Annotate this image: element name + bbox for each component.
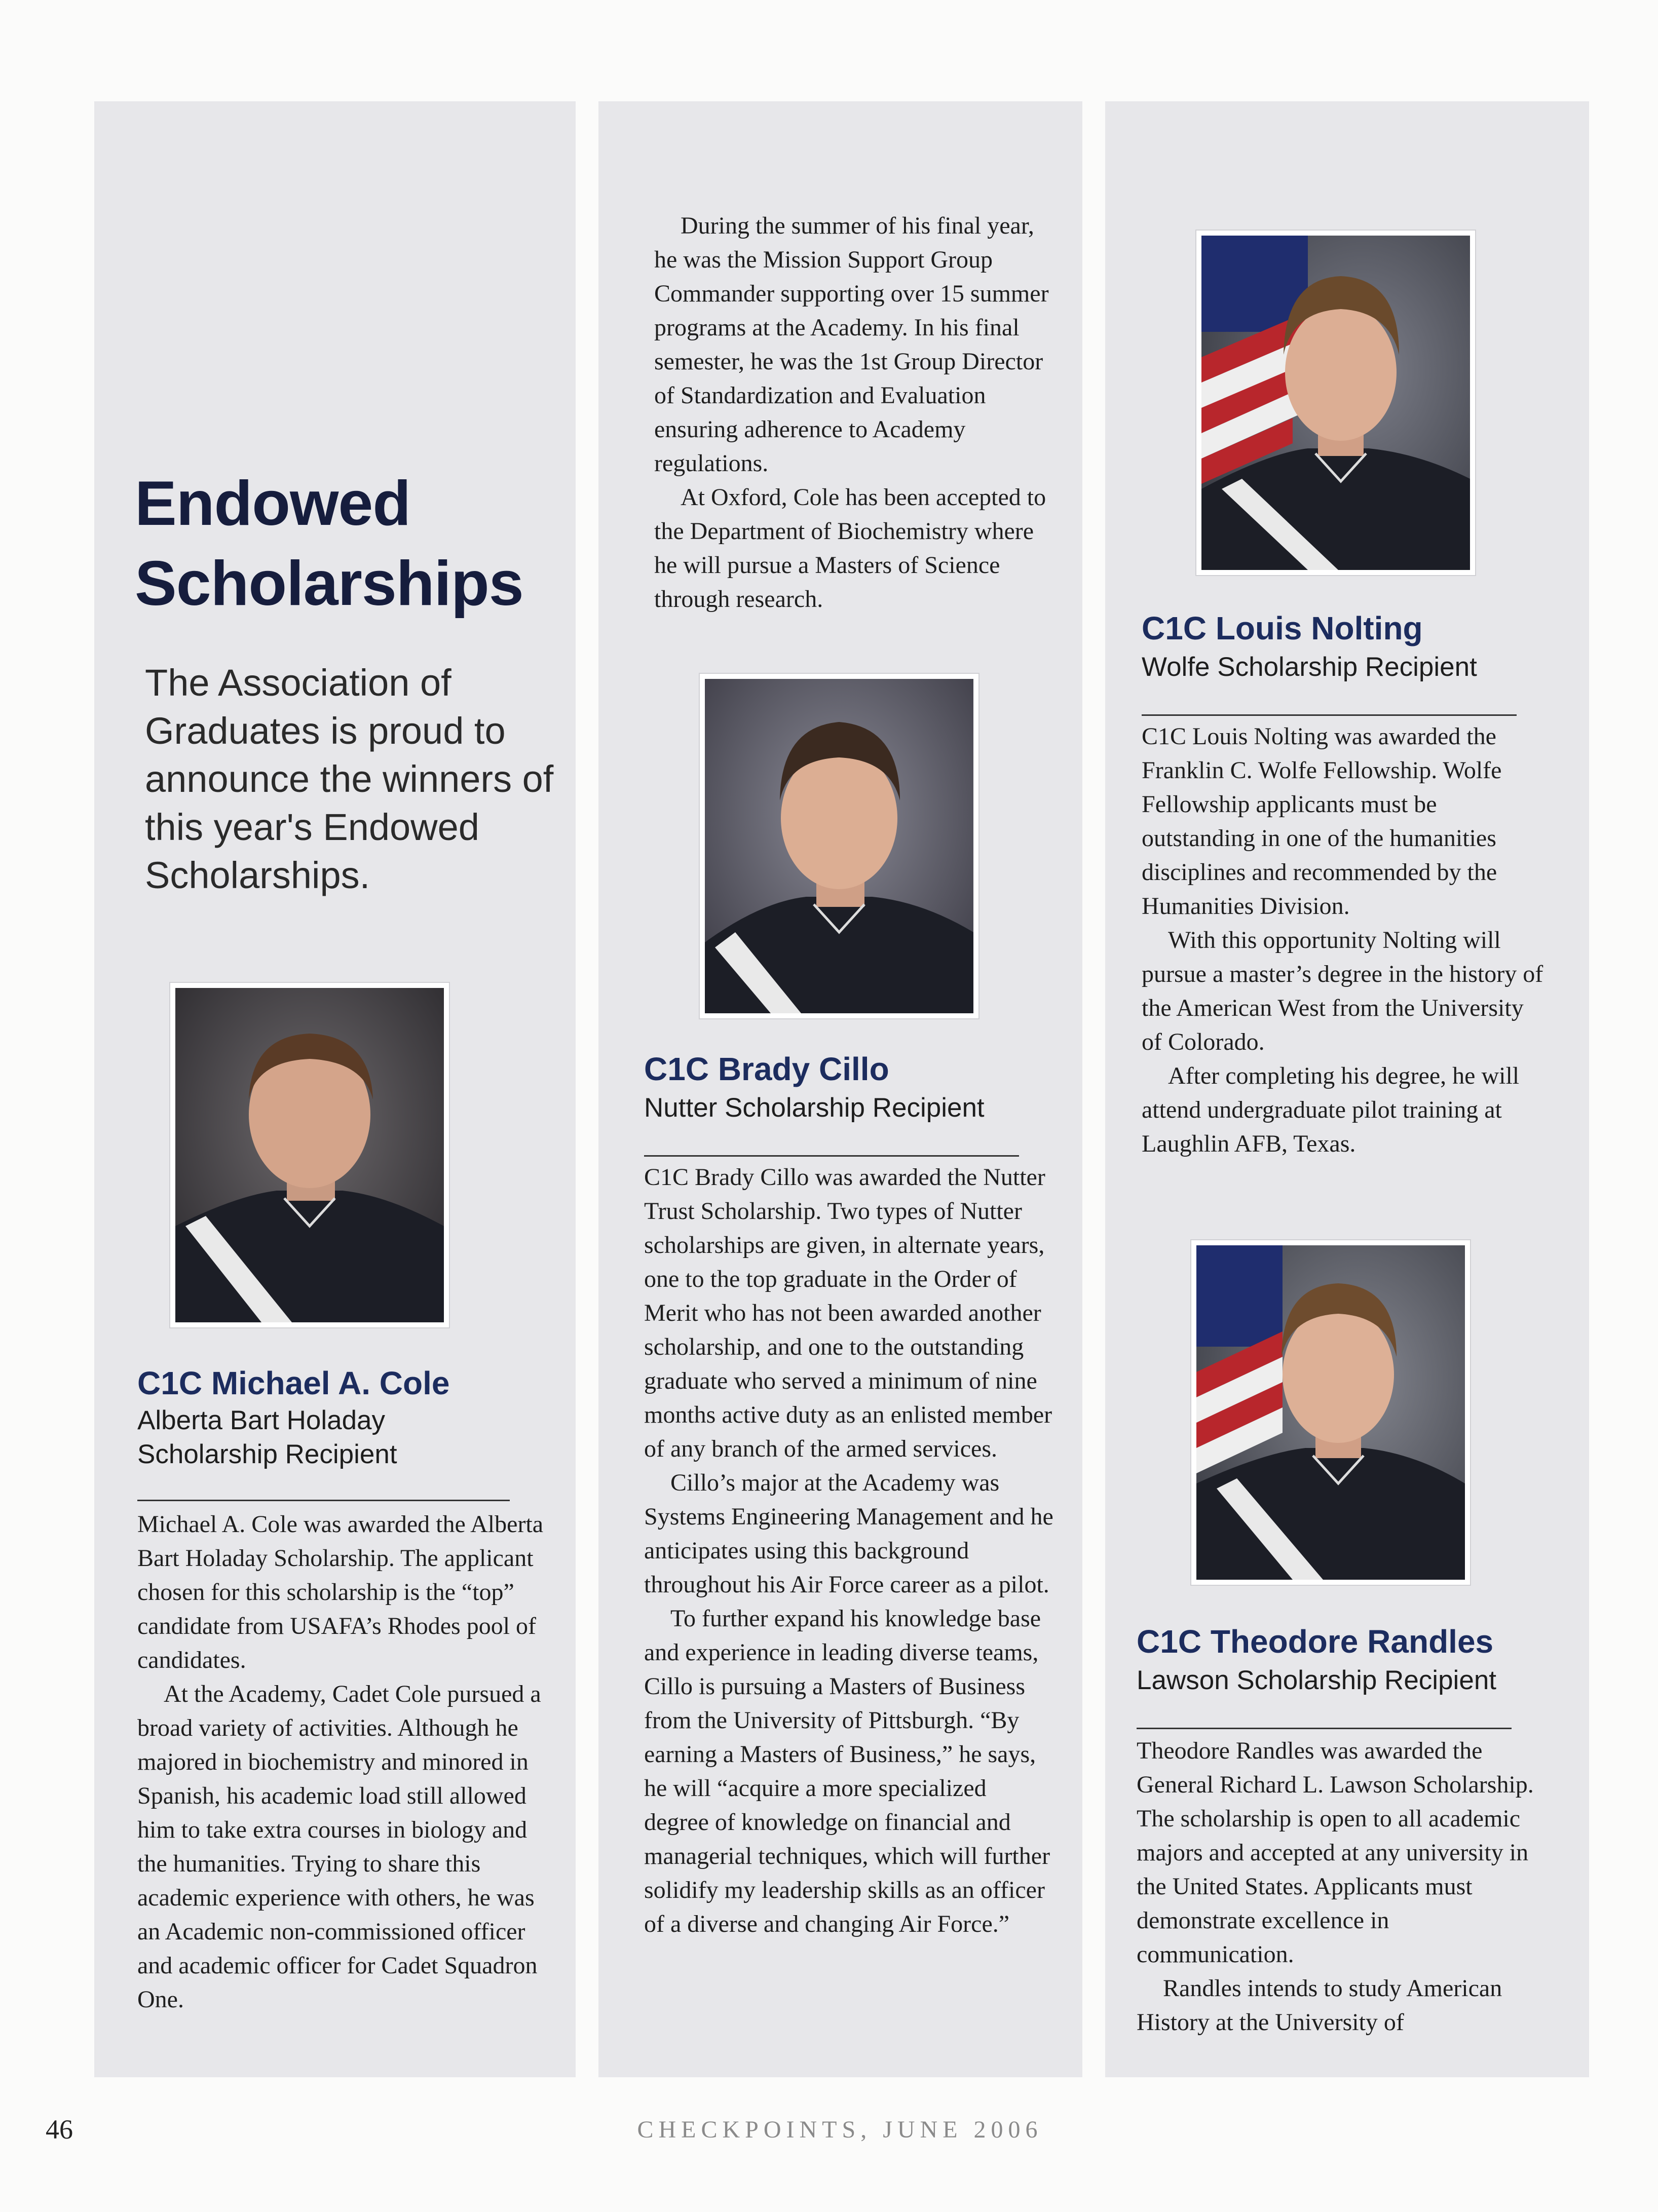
divider-rule <box>137 1500 510 1501</box>
nolting-paragraph-3: After completing his degree, he will attend undergraduate pilot training at Laughlin AFB, Texas. <box>1142 1062 1520 1157</box>
divider-rule <box>1137 1728 1512 1729</box>
article-body-cillo <box>644 1160 1054 1941</box>
publication-footer: CHECKPOINTS, JUNE 2006 <box>637 2116 1043 2143</box>
nolting-paragraph-1: C1C Louis Nolting was awarded the Franklin C. Wolfe Fellowship. Wolfe Fellowship applicants must be outstanding in one of the humanities disciplines and recommended by the Humanities Division. <box>1142 723 1502 920</box>
portrait-theodore-randles <box>1191 1240 1470 1585</box>
portrait-brady-cillo <box>700 674 978 1018</box>
nolting-paragraph-2: With this opportunity Nolting will pursue a master’s degree in the history of the American West from the University of Colorado. <box>1142 927 1543 1055</box>
recipient-name-nolting: C1C Louis Nolting <box>1142 610 1423 646</box>
divider-rule <box>644 1155 1019 1157</box>
article-body-cole-continued <box>654 209 1054 616</box>
portrait-louis-nolting <box>1196 231 1475 575</box>
article-body-nolting <box>1142 719 1550 1161</box>
cole-paragraph-2: At the Academy, Cadet Cole pursued a broad variety of activities. Although he majored in biochemistry and minored in Spanish, his academic load still allowed him to take extra courses in biology and the humanities. Trying to share this academic experience with others, he was an Academic non-commissioned officer and academic officer for Cadet Squadron One. <box>137 1681 541 2013</box>
recipient-name-cole: C1C Michael A. Cole <box>137 1365 450 1401</box>
column-left <box>94 101 576 2077</box>
recipient-name-randles: C1C Theodore Randles <box>1137 1623 1494 1660</box>
article-body-randles <box>1137 1734 1550 2039</box>
intro-text: The Association of Graduates is proud to announce the winners of this year's Endowed Scholarships. <box>145 662 554 896</box>
cole-paragraph-1: Michael A. Cole was awarded the Alberta Bart Holaday Scholarship. The applicant chosen for this scholarship is the “top” candidate from USAFA’s Rhodes pool of candidates. <box>137 1511 544 1673</box>
article-body-cole <box>137 1507 545 2016</box>
recipient-award-cole: Alberta Bart Holaday Scholarship Recipient <box>137 1405 397 1469</box>
page-number: 46 <box>46 2114 73 2145</box>
recipient-award-nolting: Wolfe Scholarship Recipient <box>1142 652 1477 682</box>
cillo-paragraph-3: To further expand his knowledge base and experience in leading diverse teams, Cillo is pursuing a Masters of Business from the University of Pittsburgh. “By earning a Masters of Business,” he says, he will “acquire a more specialized degree of knowledge on financial and managerial techniques, which will further solidify my leadership skills as an officer of a diverse and changing Air Force.” <box>644 1605 1050 1937</box>
page-title: Endowed Scholarships <box>135 469 523 619</box>
portrait-michael-cole <box>170 983 449 1327</box>
recipient-award-randles: Lawson Scholarship Recipient <box>1137 1665 1497 1695</box>
recipient-award-cillo: Nutter Scholarship Recipient <box>644 1093 985 1123</box>
column-right <box>1105 101 1589 2077</box>
column-middle <box>598 101 1082 2077</box>
randles-paragraph-1: Theodore Randles was awarded the General Richard L. Lawson Scholarship. The scholarship is open to all academic majors and accepted at any university in the United States. Applicants must demonstrate excellence in communication. <box>1137 1737 1534 1968</box>
recipient-name-cillo: C1C Brady Cillo <box>644 1051 889 1087</box>
cillo-paragraph-1: C1C Brady Cillo was awarded the Nutter Trust Scholarship. Two types of Nutter scholarships are given, in alternate years, one to the top graduate in the Order of Merit who has not been awarded another scholarship, and one to the outstanding graduate who served a minimum of nine months active duty as an enlisted member of any branch of the armed services. <box>644 1164 1052 1462</box>
divider-rule <box>1142 714 1517 716</box>
cillo-paragraph-2: Cillo’s major at the Academy was Systems Engineering Management and he anticipates using this background throughout his Air Force career as a pilot. <box>644 1469 1053 1598</box>
randles-paragraph-2: Randles intends to study American History at the University of <box>1137 1975 1502 2036</box>
cole-paragraph-3: During the summer of his final year, he was the Mission Support Group Commander supporting over 15 summer programs at the Academy. In his final semester, he was the 1st Group Director of Standardization and Evaluation ensuring adherence to Academy regulations. <box>654 212 1049 477</box>
cole-paragraph-4: At Oxford, Cole has been accepted to the Department of Biochemistry where he will pursue a Masters of Science through research. <box>654 484 1046 613</box>
